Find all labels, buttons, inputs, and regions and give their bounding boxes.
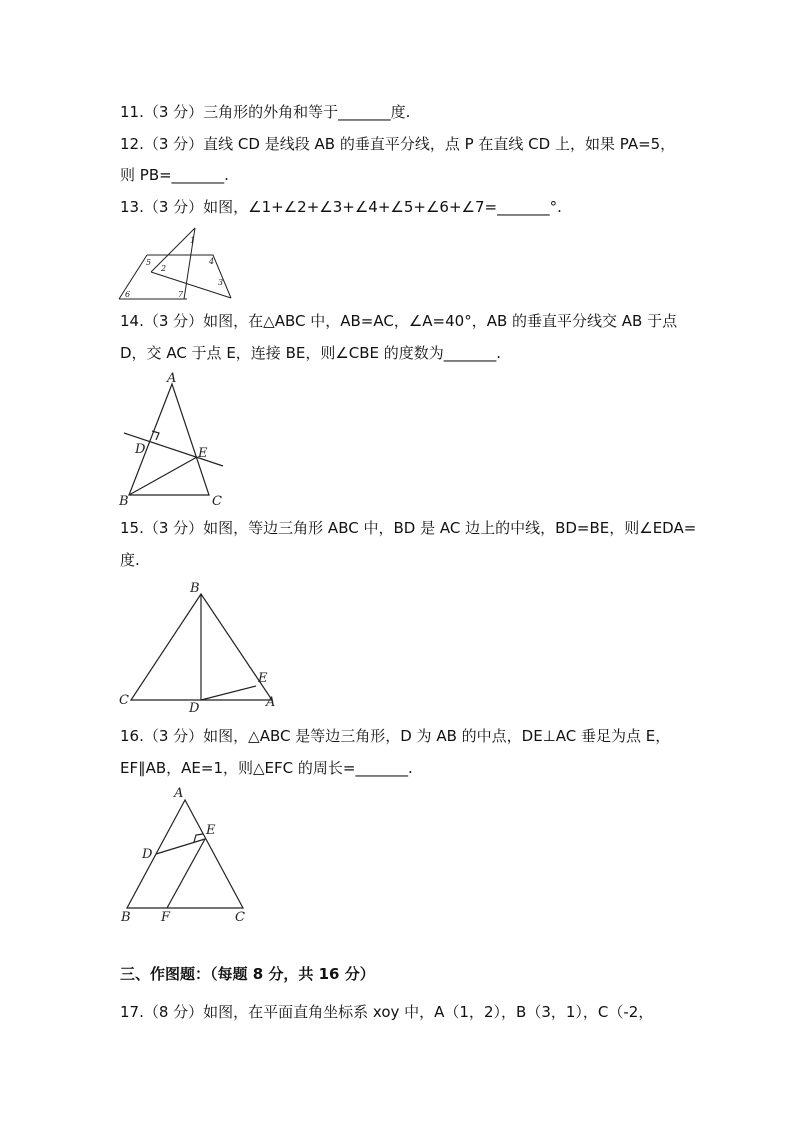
q16-label-d: D [142, 847, 153, 862]
q13-trapezoid-edge [147, 255, 231, 298]
q15-text-line1: 15.（3 分）如图，等边三角形 ABC 中，BD 是 AC 边上的中线，BD=BE，则∠EDA= [120, 519, 697, 537]
q14-label-c: C [212, 494, 222, 509]
q12-text-line1: 12.（3 分）直线 CD 是线段 AB 的垂直平分线，点 P 在直线 CD 上，如果 PA=5， [120, 135, 676, 153]
q14-text-line2: D，交 AC 于点 E，连接 BE，则∠CBE 的度数为_______. [120, 344, 502, 362]
q13-label-2: 2 [161, 264, 167, 273]
q15-label-d: D [189, 701, 200, 716]
q16-text-line2: EF∥AB，AE=1，则△EFC 的周长=_______. [120, 759, 413, 777]
q16-figure [115, 784, 255, 926]
q16-label-a: A [174, 786, 184, 801]
q16-label-f: F [161, 910, 171, 925]
q14-triangle [129, 384, 209, 495]
q15-label-a: A [266, 695, 276, 710]
q14-label-e: E [198, 446, 208, 461]
q15-segment-de [201, 686, 256, 700]
q11-text: 11.（3 分）三角形的外角和等于_______度. [120, 103, 411, 121]
q13-trapezoid-left [119, 255, 147, 299]
q14-text-line1: 14.（3 分）如图，在△ABC 中，AB=AC，∠A=40°，AB 的垂直平分线交 AB 于点 [120, 312, 678, 330]
q13-label-3: 3 [218, 278, 224, 287]
q17-text: 17.（8 分）如图，在平面直角坐标系 xoy 中，A（1，2），B（3，1），C（-2， [120, 1003, 654, 1021]
q13-label-1: 1 [190, 236, 196, 245]
q16-label-c: C [235, 910, 245, 925]
q16-label-e: E [206, 823, 216, 838]
q13-label-6: 6 [125, 290, 131, 299]
q12-text-line2: 则 PB=_______. [120, 166, 229, 184]
q14-label-b: B [119, 494, 129, 509]
q13-label-5: 5 [146, 258, 152, 267]
q14-label-d: D [135, 442, 146, 457]
q14-figure [115, 370, 235, 512]
q15-text-line2: 度. [120, 551, 140, 569]
q15-label-b: B [190, 581, 200, 596]
q15-label-c: C [119, 693, 129, 708]
q16-text-line1: 16.（3 分）如图，△ABC 是等边三角形，D 为 AB 的中点，DE⊥AC 垂足为点 E， [120, 727, 671, 745]
q15-label-e: E [258, 671, 268, 686]
q15-figure [115, 578, 280, 716]
q13-text: 13.（3 分）如图，∠1+∠2+∠3+∠4+∠5+∠6+∠7=_______°. [120, 198, 562, 216]
q16-label-b: B [121, 910, 131, 925]
q14-segment-be [129, 457, 197, 495]
q13-label-4: 4 [209, 257, 215, 266]
q13-line-a [151, 228, 195, 272]
section3-heading: 三、作图题：（每题 8 分，共 16 分） [120, 965, 375, 983]
q14-label-a: A [167, 371, 177, 386]
q13-figure [115, 224, 235, 304]
q13-label-7: 7 [178, 290, 184, 299]
